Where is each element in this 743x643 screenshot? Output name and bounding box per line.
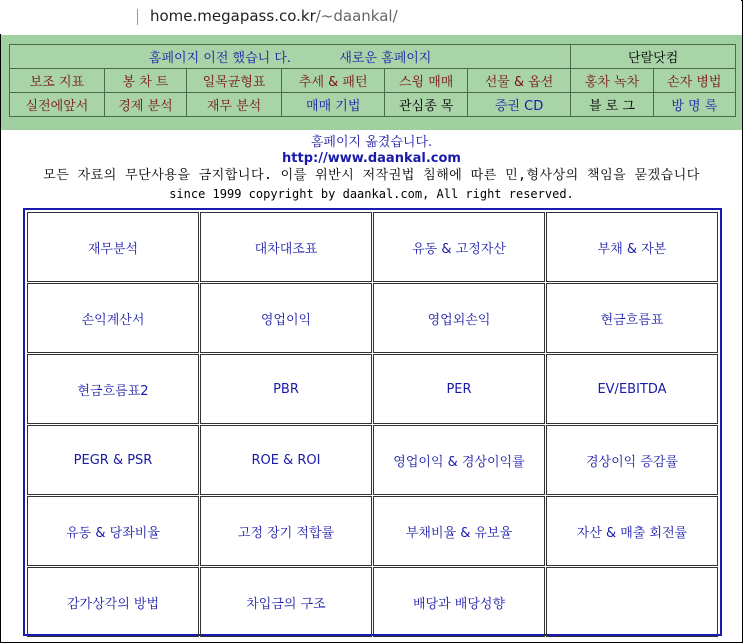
topic-ordinary-income-growth[interactable]: 경상이익 증감률 [546, 425, 718, 495]
url-path: /~daankal/ [315, 7, 398, 25]
topic-cash-flow-2[interactable]: 현금흐름표2 [27, 354, 199, 424]
topic-current-fixed-assets[interactable]: 유동 & 고정자산 [373, 212, 545, 282]
nav-item-ichimoku[interactable]: 일목균형표 [187, 69, 282, 93]
topic-liabilities-equity[interactable]: 부채 & 자본 [546, 212, 718, 282]
nav-item-trading-technique[interactable]: 매매 기법 [281, 93, 385, 117]
nav-item-guestbook[interactable]: 방 명 록 [653, 93, 735, 117]
nav-item-blog[interactable]: 블 로 그 [571, 93, 653, 117]
topic-current-quick-ratio[interactable]: 유동 & 당좌비율 [27, 496, 199, 566]
topic-grid-box [23, 208, 722, 636]
nav-item-tea[interactable]: 홍차 녹차 [571, 69, 653, 93]
nav-item-trend-pattern[interactable]: 추세 & 패턴 [281, 69, 385, 93]
nav-item-swing-trading[interactable]: 스윙 매매 [385, 69, 467, 93]
nav-daankal-link[interactable]: 단랄닷컴 [571, 45, 736, 69]
nav-item-watchlist[interactable]: 관심종 목 [385, 93, 467, 117]
topic-per[interactable]: PER [373, 354, 545, 424]
topic-borrowing-structure[interactable]: 차입금의 구조 [200, 567, 372, 637]
nav-item-sunzi[interactable]: 손자 병법 [653, 69, 735, 93]
nav-announcement [10, 45, 571, 69]
topic-financial-analysis[interactable]: 재무분석 [27, 212, 199, 282]
topic-cash-flow[interactable]: 현금흐름표 [546, 283, 718, 353]
address-bar[interactable] [0, 0, 741, 34]
topic-operating-ordinary-margin[interactable]: 영업이익 & 경상이익률 [373, 425, 545, 495]
address-url[interactable] [150, 7, 398, 25]
address-separator [137, 9, 138, 25]
topic-grid [26, 211, 719, 638]
nav-item-financial-analysis[interactable]: 재무 분석 [187, 93, 282, 117]
copyright-line: since 1999 copyright by daankal.com, All right reserved. [169, 187, 574, 201]
nav-item-securities-cd[interactable]: 증권 CD [467, 93, 571, 117]
new-home-link[interactable]: 새로운 홈페이지 [339, 51, 432, 66]
nav-item-before-practice[interactable]: 실전에앞서 [10, 93, 105, 117]
topic-income-statement[interactable]: 손익계산서 [27, 283, 199, 353]
topic-fixed-long-term-ratio[interactable]: 고정 장기 적합률 [200, 496, 372, 566]
topic-debt-reserve-ratio[interactable]: 부채비율 & 유보율 [373, 496, 545, 566]
top-navigation [1, 35, 742, 130]
topic-empty-cell [546, 567, 718, 637]
nav-item-indicators[interactable]: 보조 지표 [10, 69, 105, 93]
topic-balance-sheet[interactable]: 대차대조표 [200, 212, 372, 282]
nav-table [9, 44, 736, 117]
new-site-link[interactable]: http://www.daankal.com [282, 151, 461, 166]
topic-dividend-payout[interactable]: 배당과 배당성향 [373, 567, 545, 637]
topic-roe-roi[interactable]: ROE & ROI [200, 425, 372, 495]
topic-pegr-psr[interactable]: PEGR & PSR [27, 425, 199, 495]
topic-asset-sales-turnover[interactable]: 자산 & 매출 회전률 [546, 496, 718, 566]
topic-ev-ebitda[interactable]: EV/EBITDA [546, 354, 718, 424]
moved-text: 홈페이지 이전 했습니 다. [148, 51, 292, 66]
topic-operating-income[interactable]: 영업이익 [200, 283, 372, 353]
copyright-warning: 모든 자료의 무단사용을 금지합니다. 이를 위반시 저작권법 침해에 따른 민,형사상의 책임을 묻겠습니다 [43, 168, 700, 183]
topic-depreciation-method[interactable]: 감가상각의 방법 [27, 567, 199, 637]
nav-item-economic-analysis[interactable]: 경제 분석 [104, 93, 186, 117]
moved-notice: 홈페이지 옮겼습니다. [310, 135, 433, 150]
notice-block [0, 134, 743, 202]
url-host: home.megapass.co.kr [150, 7, 316, 25]
nav-item-futures-options[interactable]: 선물 & 옵션 [467, 69, 571, 93]
topic-pbr[interactable]: PBR [200, 354, 372, 424]
nav-item-candle-chart[interactable]: 봉 차 트 [104, 69, 186, 93]
topic-non-operating[interactable]: 영업외손익 [373, 283, 545, 353]
